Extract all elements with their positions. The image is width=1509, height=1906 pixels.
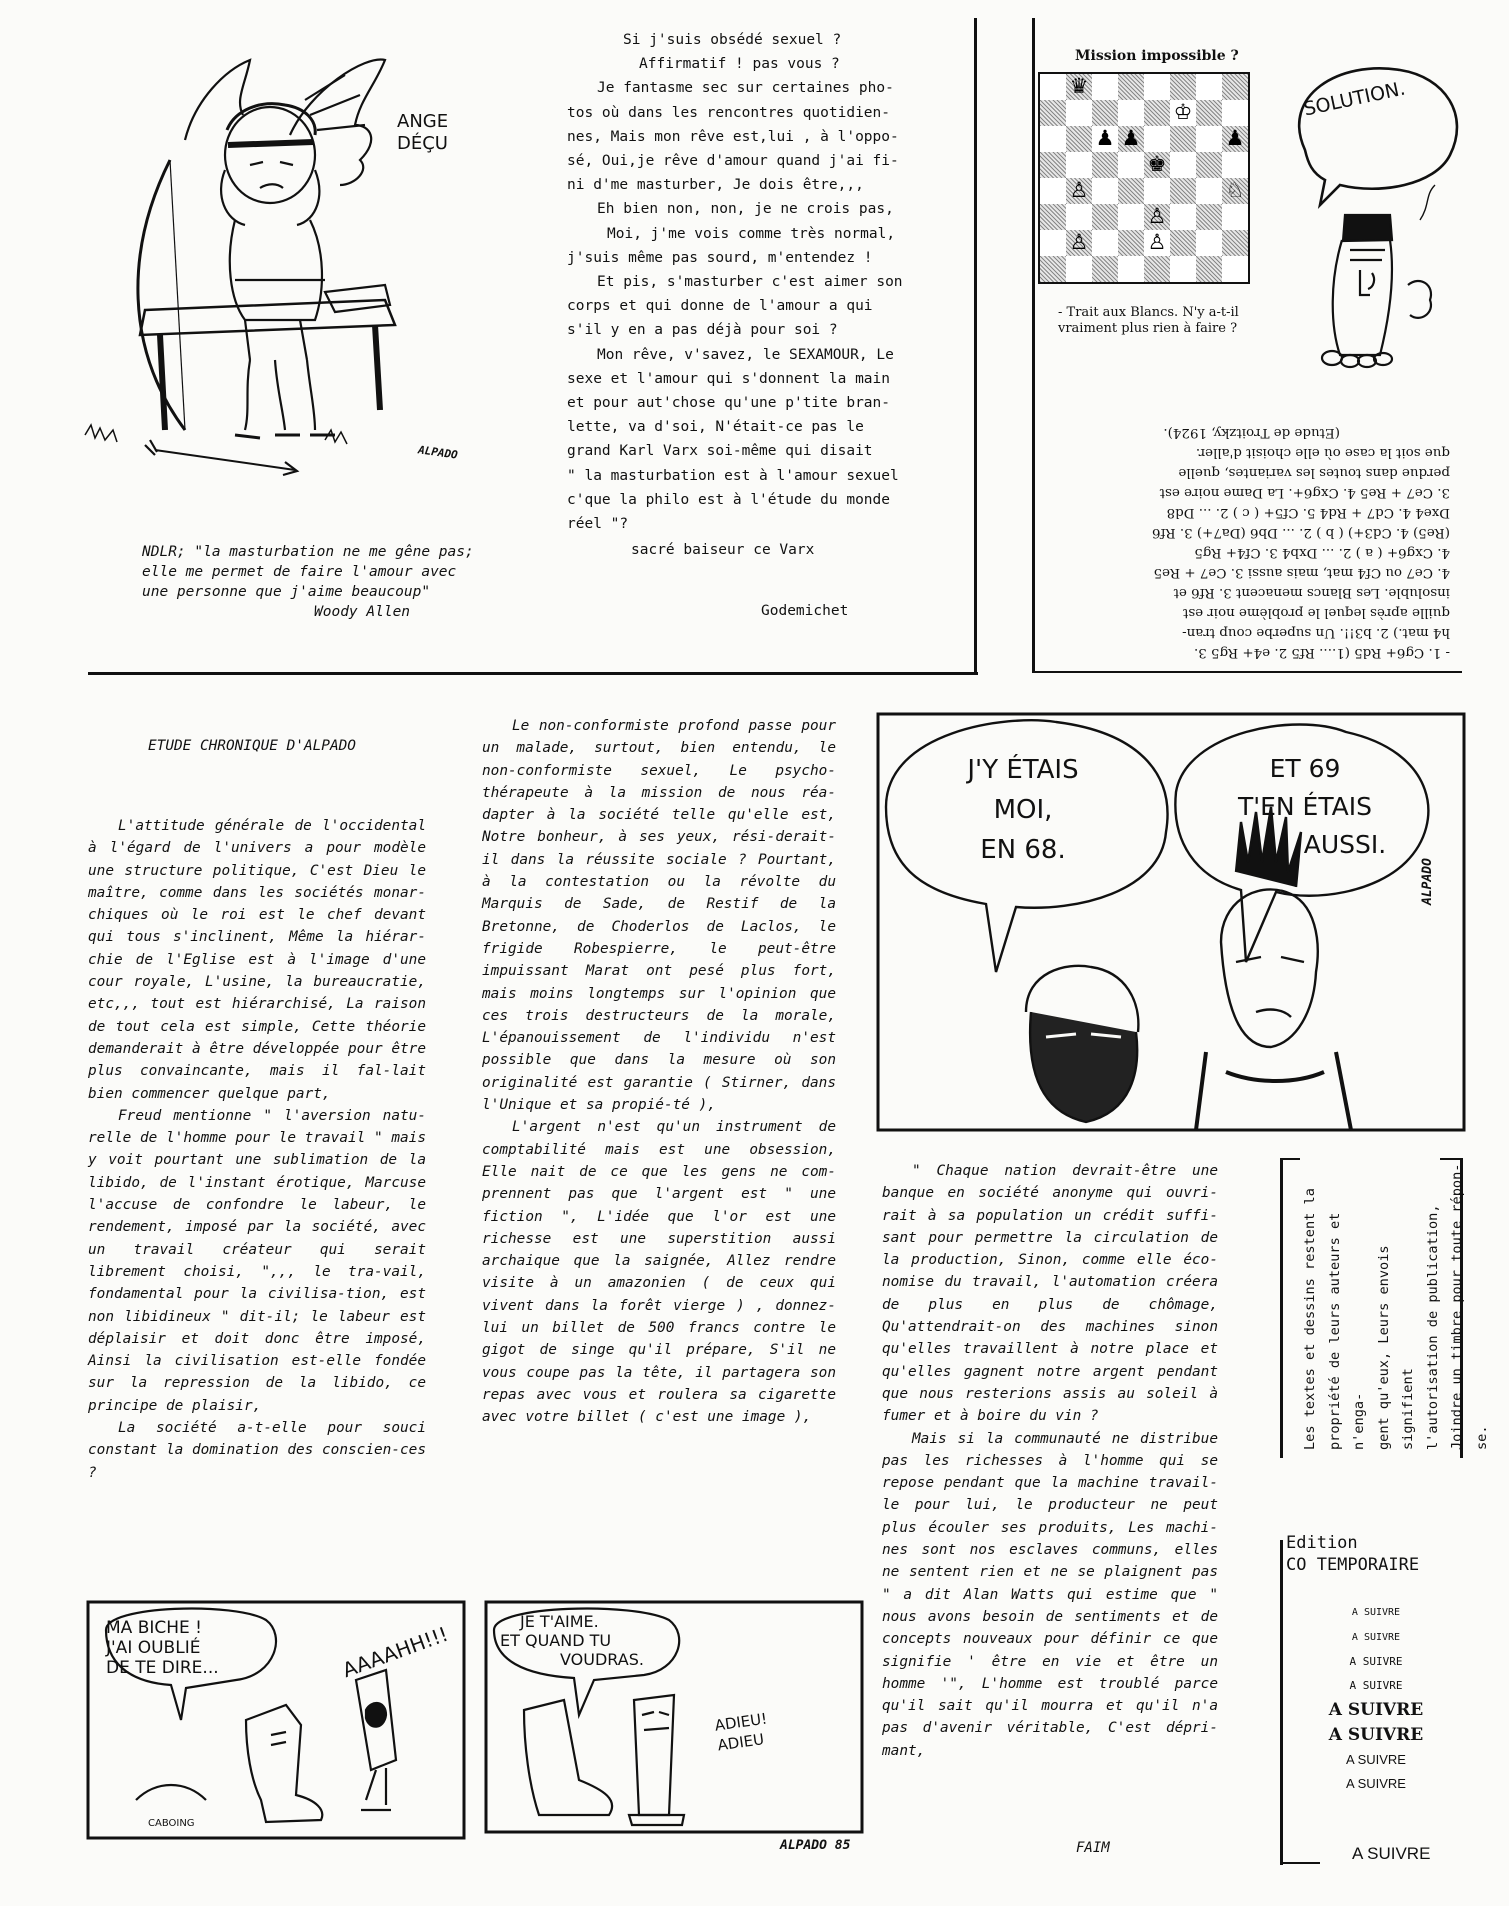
- chess-square: [1040, 74, 1066, 100]
- black-king-icon: ♚: [1147, 152, 1167, 176]
- poem-line: tos où dans les rencontres quotidien-: [567, 104, 891, 121]
- chess-square: [1040, 178, 1066, 204]
- chess-square: [1196, 126, 1222, 152]
- poem-line: c'que la philo est à l'étude du monde: [567, 491, 891, 508]
- black-pawn-icon: ♟: [1225, 126, 1245, 150]
- chess-square: [1040, 126, 1066, 152]
- poem-line: ni d'me masturber, Je dois être,,,: [567, 177, 864, 194]
- sidebar-notice: [1298, 1158, 1494, 1450]
- poem-line: sé, Oui,je rêve d'amour quand j'ai fi-: [567, 153, 899, 170]
- bubble-line: DE TE DIRE...: [106, 1658, 219, 1678]
- ndlr-line: elle me permet de faire l'amour avec: [142, 564, 457, 580]
- poem-line: grand Karl Varx soi-même qui disait: [567, 443, 873, 460]
- etude-column-2: [482, 715, 836, 1429]
- a-suivre: A SUIVRE: [1328, 1725, 1424, 1745]
- chess-left-border: [1032, 18, 1035, 673]
- etude-column-3: [882, 1160, 1218, 1762]
- poem-line: Moi, j'me vois comme très normal,: [607, 225, 896, 242]
- poem-line: j'suis même pas sourd, m'entendez !: [567, 249, 873, 266]
- solution-bubble-text: SOLUTION.: [1301, 77, 1408, 121]
- comic-left-sound: CABOING: [148, 1818, 195, 1829]
- white-pawn-icon: ♙: [1069, 178, 1089, 202]
- top-right-border: [974, 18, 977, 674]
- a-suivre: A SUIVRE: [1349, 1655, 1403, 1668]
- a-suivre: A SUIVRE: [1328, 1700, 1424, 1720]
- poem-signature: Godemichet: [761, 603, 849, 619]
- chess-square: [1196, 152, 1222, 178]
- poem-line: corps et qui donne de l'amour a qui: [567, 298, 873, 315]
- a-suivre: A SUIVRE: [1351, 1607, 1401, 1618]
- poem-line: et pour aut'chose qu'une p'tite bran-: [567, 395, 891, 412]
- chess-square: [1040, 204, 1066, 230]
- chess-title: Mission impossible ?: [1075, 48, 1239, 64]
- chess-board: [1038, 72, 1250, 284]
- angel-cartoon: [85, 30, 525, 470]
- comic-right-bubble: [500, 1612, 644, 1669]
- comic-left-scream: AAAAHH!!!: [339, 1621, 452, 1683]
- sidebar-left-border: [1280, 1158, 1283, 1458]
- chess-square: [1196, 178, 1222, 204]
- poem-line: nes, Mais mon rêve est,lui , à l'oppo-: [567, 128, 899, 145]
- ndlr-line: une personne que j'aime beaucoup": [142, 584, 431, 600]
- bubble-line: J'AI OUBLIÉ: [106, 1638, 201, 1658]
- chess-square: [1066, 100, 1092, 126]
- chess-square: [1092, 178, 1118, 204]
- chess-square: [1040, 100, 1066, 126]
- notice-line: Joindre un timbre pour toute répon-: [1449, 1163, 1465, 1450]
- notice-line: se.: [1473, 1425, 1490, 1450]
- chess-square: [1066, 126, 1092, 152]
- solution-line: que soit la case où elle choisit d'aller.: [1195, 445, 1450, 460]
- edition-line: CO TEMPORAIRE: [1286, 1555, 1420, 1575]
- solution-line: 4. Ce7 ou Cf4 mat, mais aussi 3. Ce7 + Re5: [1153, 565, 1450, 580]
- poem-line: " la masturbation est à l'amour sexuel: [567, 467, 899, 484]
- a-suivre: A SUIVRE: [1351, 1632, 1401, 1643]
- chess-square: [1222, 100, 1248, 126]
- poem-line: Affirmatif ! pas vous ?: [639, 56, 840, 73]
- chess-square: [1170, 152, 1196, 178]
- chess-square: [1222, 230, 1248, 256]
- chess-square: [1170, 230, 1196, 256]
- top-divider: [88, 672, 978, 675]
- bubble-left: [928, 750, 1118, 870]
- paragraph: L'attitude générale de l'occidental à l'égard de l'univers a pour modèle une structure politique, C'est Dieu le maître, comme dans les sociétés monar-chiques où le roi est le chef devant qui tous s'inclinent, Même la hiérar-chie de l'Eglise est à l'image d'une cour royale, L'usine, la bureaucratie, etc,,, tout est hiérarchisé, La raison de tout cela est simple, Cette théorie demanderait à être développée pour être plus convaincante, mais il fal-lait bien commencer quelque part,: [88, 818, 426, 1102]
- chess-square: [1196, 204, 1222, 230]
- chess-square: [1196, 100, 1222, 126]
- bubble-line: MOI,: [993, 795, 1053, 825]
- black-pawn-icon: ♟: [1095, 126, 1115, 150]
- bubble-right: [1180, 750, 1430, 864]
- chess-square: [1170, 204, 1196, 230]
- chess-square: [1222, 204, 1248, 230]
- paragraph: Le non-conformiste profond passe pour un malade, surtout, bien entendu, le non-conformiste sexuel, Le psycho-thérapeute à la mission de nous réa-dapter à la société telle qu'elle est, Notre bonheur, à ses yeux, rési-derait-il dans la réussite sociale ? Pourtant, à la contestation ou la révolte du Marquis de Sade, de Restif de la Bretonne, de Choderlos de Laclos, le frigide Robespierre, le peut-être impuissant Marat ont pesé plus fort, mais moins longtemps sur l'opinion que ces trois destructeurs de la morale, L'épanouissement de l'individu n'est possible que dans la mesure où son originalité est garantie ( Stirner, dans l'Unique et sa propié-té ),: [482, 718, 836, 1114]
- bubble-line: J'Y ÉTAIS: [967, 755, 1079, 785]
- poem: [567, 28, 967, 562]
- chess-square: [1222, 256, 1248, 282]
- chess-square: [1092, 74, 1118, 100]
- paragraph: Mais si la communauté ne distribue pas les richesses à l'homme qui se repose pendant que la machine travail-le pour lui, le producteur ne peut plus écouler ses produits, Les machi-nes sont nos esclaves communs, elles ne sentent rien et ne se plaignent pas " a dit Alan Watts qui estime que " nous avons besoin de sentiments et de concepts nouveaux pour définir ce que signifie ' être en vie et être un homme '", L'homme est troublé parce qu'il sait qu'il mourra et qu'il n'a pas d'avenir véritable, C'est dépri-mant,: [882, 1430, 1218, 1759]
- chess-square: [1118, 230, 1144, 256]
- notice-line: Les textes et dessins restent la: [1302, 1188, 1318, 1450]
- chess-square: [1118, 152, 1144, 178]
- notice-line: propriété de leurs auteurs et n'enga-: [1326, 1212, 1367, 1450]
- solution-line: h4 mat.) 2. b3!!. Un superbe coup tran-: [1182, 625, 1450, 640]
- reply-line: ADIEU!: [713, 1709, 769, 1735]
- poem-line: sacré baiseur ce Varx: [631, 542, 815, 559]
- chess-square: [1144, 126, 1170, 152]
- ndlr-author: Woody Allen: [314, 604, 411, 620]
- white-pawn-icon: ♙: [1147, 204, 1167, 228]
- poem-line: sexe et l'amour qui s'donnent la main: [567, 370, 891, 387]
- chess-square: [1092, 100, 1118, 126]
- chess-square: [1170, 256, 1196, 282]
- footer-a-suivre: A SUIVRE: [1352, 1844, 1431, 1863]
- chess-square: [1170, 126, 1196, 152]
- notice-line: gent qu'eux, Leurs envois signifient: [1375, 1245, 1416, 1450]
- angel-caption: ANGE DÉÇU: [397, 111, 449, 154]
- chess-square: [1170, 178, 1196, 204]
- reply-line: ADIEU: [716, 1730, 766, 1755]
- chess-square: [1144, 178, 1170, 204]
- bubble-line: T'EN ÉTAIS: [1237, 792, 1373, 821]
- bubble-line: MA BICHE !: [106, 1618, 202, 1638]
- edition-label: [1286, 1532, 1419, 1576]
- chess-square: [1118, 100, 1144, 126]
- chess-square: [1092, 152, 1118, 178]
- chess-square: [1118, 256, 1144, 282]
- chess-square: [1196, 256, 1222, 282]
- chess-square: [1118, 204, 1144, 230]
- poem-line: Mon rêve, v'savez, le SEXAMOUR, Le: [597, 346, 894, 363]
- chess-square: [1222, 152, 1248, 178]
- a-suivre: A SUIVRE: [1349, 1679, 1403, 1692]
- chess-bottom-border: [1032, 671, 1462, 673]
- solution-line: perdue dans toutes les variantes, quelle: [1178, 465, 1450, 480]
- edition-line: Edition: [1286, 1533, 1358, 1553]
- sidebar-lower-left-border: [1280, 1540, 1283, 1865]
- poem-line: Je fantasme sec sur certaines pho-: [597, 80, 894, 97]
- solution-line: 3. Ce7 + Re5 4. Cxg6+. La Dame noire est: [1159, 485, 1450, 500]
- chess-square: [1066, 204, 1092, 230]
- poem-line: s'il y en a pas déjà pour soi ?: [567, 322, 838, 339]
- comic-right-reply: [713, 1709, 771, 1756]
- bubble-line: VOUDRAS.: [560, 1650, 644, 1669]
- solution-line: Dxe4 4. Cd7 + Rd4 5. Cf5+ ( c ) 2. ... Dd8: [1166, 505, 1450, 520]
- chess-caption: - Trait aux Blancs. N'y a-t-il vraiment plus rien à faire ?: [1058, 305, 1239, 336]
- chess-square: [1222, 74, 1248, 100]
- black-pawn-icon: ♟: [1121, 126, 1141, 150]
- chess-square: [1040, 256, 1066, 282]
- paragraph: " Chaque nation devrait-être une banque en société anonyme qui ouvri-rait à sa population un crédit suffi-sant pour permettre la circulation de la production, Sinon, comme elle éco-nomise du travail, l'automation créera de plus en plus de chômage, Qu'attendrait-on des machines sinon qu'elles travaillent à notre place et qu'elles gagnent notre argent pendant que nous resterions assis au soleil à fumer et à boire du vin ?: [882, 1163, 1218, 1425]
- solution-line: insoluble. Les Blancs menacent 3. Rf6 et: [1173, 585, 1450, 600]
- white-pawn-icon: ♙: [1069, 230, 1089, 254]
- solution-line: quille après lequel le problème noir est: [1182, 605, 1450, 620]
- white-pawn-icon: ♙: [1147, 230, 1167, 254]
- comic-left-bubble: [106, 1618, 219, 1678]
- chess-square: [1144, 74, 1170, 100]
- paragraph: L'argent n'est qu'un instrument de comptabilité mais est une obsession, Elle nait de ce que les gens ne com-prennent pas que l'argent est " une fiction ", L'idée que l'or est une richesse est une superstition aussi archaique que la saignée, Allez rendre visite à un amazonien ( de ceux qui vivent dans la forêt vierge ) , donnez-lui un billet de 500 francs contre le gigot de singe qu'il prépare, S'il ne vous coupe pas la tête, il partagera son repas avec vous et roulera sa cigarette avec votre billet ( c'est une image ),: [482, 1119, 836, 1426]
- chess-square: [1144, 100, 1170, 126]
- solution-line: - 1. Cg6+ Rd5 (1.... Rf5 2. e4+ Rg5 3.: [1193, 645, 1450, 660]
- sidebar-bottom-tick: [1280, 1862, 1320, 1864]
- solution-line: 4. Cxg6+ ( a ) 2. ... Dxb4 3. Cf4+ Rg5: [1194, 545, 1450, 560]
- solution-line: (Re5) 4. Cd3+) ( b ) 2. ... Db6 (Da7+) 3. Rf6: [1152, 525, 1450, 540]
- paragraph: La société a-t-elle pour souci constant la domination des conscien-ces ?: [88, 1420, 426, 1481]
- poem-line: lette, va d'soi, N'était-ce pas le: [567, 419, 864, 436]
- bubble-line: AUSSI.: [1303, 830, 1387, 859]
- chess-square: [1040, 152, 1066, 178]
- poem-line: réel "?: [567, 516, 629, 533]
- bubble-line: ET QUAND TU: [500, 1631, 612, 1650]
- chess-square: [1118, 74, 1144, 100]
- chess-square: [1066, 256, 1092, 282]
- comic-right-signature: ALPADO 85: [780, 1838, 851, 1853]
- etude-column-1: [88, 815, 426, 1484]
- chess-square: [1196, 230, 1222, 256]
- chess-square: [1196, 74, 1222, 100]
- bubble-line: EN 68.: [980, 835, 1066, 865]
- a-suivre-stack: [1286, 1600, 1466, 1796]
- solution-line: (Etude de Troitzky, 1924).: [1163, 425, 1340, 440]
- sidebar-top-tick: [1280, 1158, 1300, 1160]
- bubble-line: ET 69: [1269, 754, 1341, 783]
- chess-solution: [1060, 400, 1450, 662]
- black-queen-icon: ♛: [1069, 74, 1089, 98]
- poem-line: Si j'suis obsédé sexuel ?: [623, 32, 842, 48]
- bubble-line: JE T'AIME.: [520, 1612, 599, 1631]
- poem-line: Eh bien non, non, je ne crois pas,: [597, 201, 894, 218]
- ndlr-quote: [142, 542, 512, 622]
- a-suivre: A SUIVRE: [1346, 1752, 1406, 1767]
- chess-square: [1092, 256, 1118, 282]
- a-suivre: A SUIVRE: [1346, 1776, 1406, 1791]
- notice-line: l'autorisation de publication,: [1424, 1204, 1441, 1450]
- chess-square: [1144, 256, 1170, 282]
- chess-square: [1066, 152, 1092, 178]
- col3-signature: FAIM: [1076, 1840, 1110, 1856]
- angel-signature: ALPADO: [417, 443, 459, 462]
- chess-square: [1092, 204, 1118, 230]
- chess-square: [1170, 74, 1196, 100]
- chess-square: [1092, 230, 1118, 256]
- white-knight-icon: ♘: [1225, 178, 1245, 202]
- comic-68-signature: ALPADO: [1420, 858, 1435, 905]
- chess-square: [1118, 178, 1144, 204]
- ndlr-line: NDLR; "la masturbation ne me gêne pas;: [142, 544, 474, 560]
- paragraph: Freud mentionne " l'aversion natu-relle de l'homme pour le travail " mais y voit pourtant une sublimation de la libido, de l'instant érotique, Marcuse l'accuse de confondre le labeur, le rendement, imposé par la société, avec un travail créateur qui serait librement choisi, ",,, le tra-vail, fondamental pour la civilisa-tion, est non libidineux " dit-il; le labeur est déplaisir et doit donc être imposé, Ainsi la civilisation est-elle fondée sur la repression de la libido, ce principe de plaisir,: [88, 1107, 426, 1414]
- chess-square: [1040, 230, 1066, 256]
- poem-line: Et pis, s'masturber c'est aimer son: [597, 274, 903, 291]
- etude-title: ETUDE CHRONIQUE D'ALPADO: [148, 738, 356, 754]
- white-king-icon: ♔: [1173, 100, 1193, 124]
